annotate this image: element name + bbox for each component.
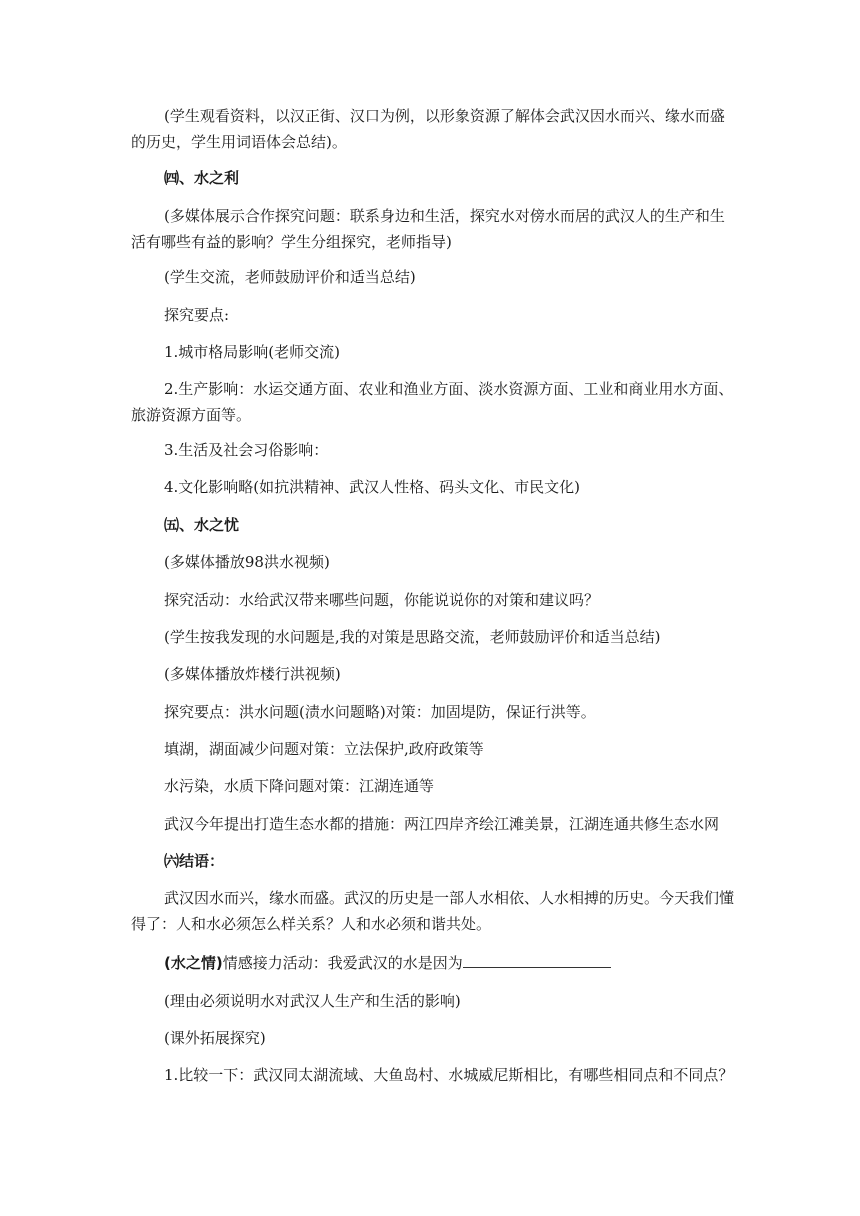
paragraph-student-ideas: (学生按我发现的水问题是,我的对策是思路交流，老师鼓励评价和适当总结) <box>164 628 661 646</box>
water-emotion-label: (水之情) <box>164 954 223 972</box>
list-item-life-customs: 3.生活及社会习俗影响： <box>164 441 329 459</box>
paragraph-reason-requirement: (理由必须说明水对武汉人生产和生活的影响) <box>164 992 461 1010</box>
paragraph-extension-inquiry: (课外拓展探究) <box>164 1029 266 1047</box>
section-heading-conclusion: ㈥结语： <box>164 852 225 870</box>
paragraph-study-materials: (学生观看资料，以汉正街、汉口为例，以形象资源了解体会武汉因水而兴、缘水而盛的历史，学生用词语体会总结)。 <box>131 107 725 151</box>
paragraph-multimedia-question: (多媒体展示合作探究问题：联系身边和生活，探究水对傍水而居的武汉人的生产和生活有哪些有益的影响？学生分组探究，老师指导) <box>131 207 725 251</box>
list-item-city-layout: 1.城市格局影响(老师交流) <box>164 343 341 361</box>
list-item-culture-impact: 4.文化影响略(如抗洪精神、武汉人性格、码头文化、市民文化) <box>164 478 581 496</box>
list-item-comparison: 1.比较一下：武汉同太湖流域、大鱼岛村、水城威尼斯相比，有哪些相同点和不同点？ <box>164 1066 734 1084</box>
paragraph-demolition-video: (多媒体播放炸楼行洪视频) <box>164 665 341 683</box>
paragraph-eco-water-city: 武汉今年提出打造生态水都的措施：两江四岸齐绘江滩美景，江湖连通共修生态水网 <box>164 815 720 833</box>
section-heading-water-worries: ㈤、水之忧 <box>164 516 240 534</box>
paragraph-water-pollution: 水污染，水质下降问题对策：江湖连通等 <box>164 777 435 795</box>
paragraph-key-points-label: 探究要点: <box>164 306 230 324</box>
paragraph-emotion-relay <box>131 950 736 976</box>
paragraph-lake-filling: 填湖，湖面减少问题对策：立法保护,政府政策等 <box>164 740 484 758</box>
paragraph-flood-countermeasure: 探究要点：洪水问题(渍水问题略)对策：加固堤防，保证行洪等。 <box>164 703 596 721</box>
emotion-relay-text: 情感接力活动：我爱武汉的水是因为 <box>222 954 463 972</box>
section-heading-water-benefits: ㈣、水之利 <box>164 169 240 187</box>
paragraph-conclusion-text: 武汉因水而兴，缘水而盛。武汉的历史是一部人水相依、人水相搏的历史。今天我们懂得了：人和水必须怎么样关系？人和水必须和谐共处。 <box>131 889 735 933</box>
list-item-production-impact: 2.生产影响：水运交通方面、农业和渔业方面、淡水资源方面、工业和商业用水方面、旅游资源方面等。 <box>131 380 734 424</box>
fill-in-blank[interactable] <box>463 951 611 968</box>
paragraph-student-exchange: (学生交流，老师鼓励评价和适当总结) <box>164 268 416 286</box>
paragraph-flood-video: (多媒体播放98洪水视频) <box>164 553 330 571</box>
paragraph-inquiry-activity: 探究活动：水给武汉带来哪些问题，你能说说你的对策和建议吗？ <box>164 591 600 609</box>
